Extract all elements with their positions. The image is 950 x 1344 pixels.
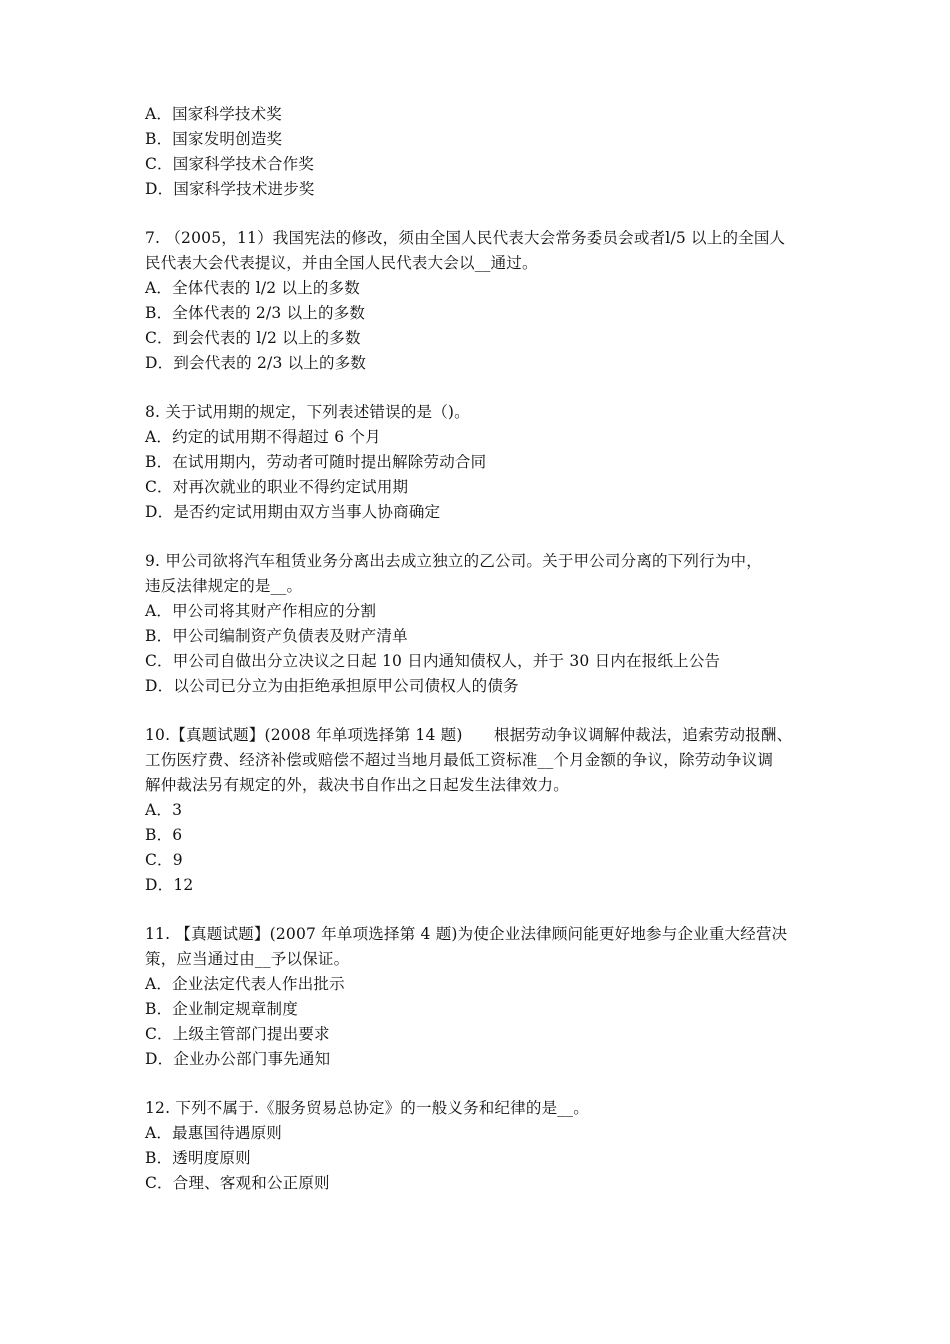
option-c: C．甲公司自做出分立决议之日起 10 日内通知债权人，并于 30 日内在报纸上公告 bbox=[145, 652, 721, 670]
question-12 bbox=[145, 1096, 813, 1196]
question-6-options bbox=[145, 102, 813, 202]
option-a: A．国家科学技术奖 bbox=[145, 105, 282, 123]
option-c: C．到会代表的 l/2 以上的多数 bbox=[145, 329, 361, 347]
option-c: C．对再次就业的职业不得约定试用期 bbox=[145, 478, 409, 496]
option-b: B．6 bbox=[145, 826, 183, 844]
question-text: 民代表大会代表提议，并由全国人民代表大会以__通过。 bbox=[145, 254, 538, 272]
question-7 bbox=[145, 226, 813, 376]
option-c: C．9 bbox=[145, 851, 183, 869]
option-d: D．企业办公部门事先通知 bbox=[145, 1050, 331, 1068]
option-a: A．最惠国待遇原则 bbox=[145, 1124, 282, 1142]
option-a: A．3 bbox=[145, 801, 183, 819]
option-d: D．12 bbox=[145, 876, 194, 894]
option-d: D．是否约定试用期由双方当事人协商确定 bbox=[145, 503, 441, 521]
option-d: D．到会代表的 2/3 以上的多数 bbox=[145, 354, 367, 372]
spacer bbox=[145, 376, 813, 400]
option-b: B．在试用期内，劳动者可随时提出解除劳动合同 bbox=[145, 453, 487, 471]
question-10 bbox=[145, 723, 813, 898]
question-text: 违反法律规定的是__。 bbox=[145, 577, 303, 595]
question-8 bbox=[145, 400, 813, 525]
option-a: A．约定的试用期不得超过 6 个月 bbox=[145, 428, 381, 446]
option-c: C．国家科学技术合作奖 bbox=[145, 155, 315, 173]
question-11 bbox=[145, 922, 813, 1072]
spacer bbox=[145, 202, 813, 226]
option-b: B．全体代表的 2/3 以上的多数 bbox=[145, 304, 366, 322]
document-page bbox=[145, 102, 813, 1196]
question-text: 策，应当通过由__予以保证。 bbox=[145, 950, 350, 968]
question-text: 解仲裁法另有规定的外，裁决书自作出之日起发生法律效力。 bbox=[145, 776, 569, 794]
spacer bbox=[145, 1072, 813, 1096]
question-text: 8. 关于试用期的规定，下列表述错误的是（)。 bbox=[145, 403, 470, 421]
question-text: 10.【真题试题】(2008 年单项选择第 14 题) 根据劳动争议调解仲裁法，追索劳动报酬、 bbox=[145, 726, 793, 744]
question-9 bbox=[145, 549, 813, 699]
option-a: A．企业法定代表人作出批示 bbox=[145, 975, 345, 993]
option-d: D．以公司已分立为由拒绝承担原甲公司债权人的债务 bbox=[145, 677, 519, 695]
question-text: 12. 下列不属于.《服务贸易总协定》的一般义务和纪律的是__。 bbox=[145, 1099, 589, 1117]
option-a: A．甲公司将其财产作相应的分割 bbox=[145, 602, 377, 620]
question-text: 9. 甲公司欲将汽车租赁业务分离出去成立独立的乙公司。关于甲公司分离的下列行为中， bbox=[145, 552, 762, 570]
spacer bbox=[145, 525, 813, 549]
question-text: 7. （2005，11）我国宪法的修改，须由全国人民代表大会常务委员会或者l/5 以上的全国人 bbox=[145, 229, 786, 247]
option-d: D．国家科学技术进步奖 bbox=[145, 180, 315, 198]
spacer bbox=[145, 699, 813, 723]
option-b: B．国家发明创造奖 bbox=[145, 130, 283, 148]
option-b: B．企业制定规章制度 bbox=[145, 1000, 298, 1018]
option-b: B．甲公司编制资产负债表及财产清单 bbox=[145, 627, 408, 645]
spacer bbox=[145, 898, 813, 922]
option-c: C．合理、客观和公正原则 bbox=[145, 1174, 330, 1192]
question-text: 11. 【真题试题】(2007 年单项选择第 4 题)为使企业法律顾问能更好地参与企业重大经营决 bbox=[145, 925, 788, 943]
option-b: B．透明度原则 bbox=[145, 1149, 251, 1167]
question-text: 工伤医疗费、经济补偿或赔偿不超过当地月最低工资标准__个月金额的争议，除劳动争议调 bbox=[145, 751, 774, 769]
option-c: C．上级主管部门提出要求 bbox=[145, 1025, 330, 1043]
option-a: A．全体代表的 l/2 以上的多数 bbox=[145, 279, 360, 297]
